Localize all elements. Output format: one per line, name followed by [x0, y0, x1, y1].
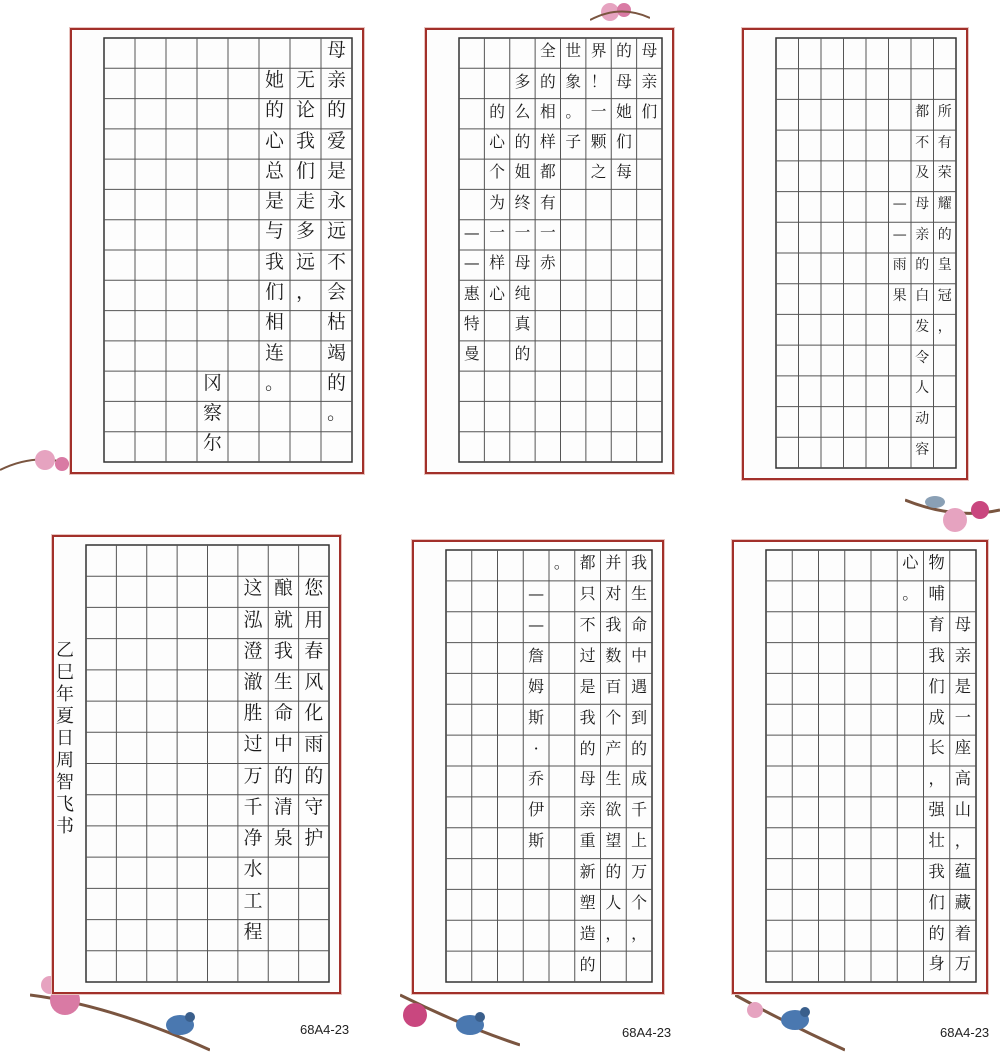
character: 全 — [539, 41, 556, 61]
text-column — [911, 30, 934, 478]
character: 的 — [489, 101, 505, 121]
character: 命 — [274, 703, 293, 725]
character: 果 — [892, 288, 907, 305]
character: 过 — [243, 734, 263, 756]
character: 一 — [590, 101, 607, 121]
character: 所 — [937, 103, 952, 120]
character: 亲 — [327, 70, 346, 92]
character: 我 — [928, 861, 945, 881]
character: 子 — [565, 132, 582, 152]
character: 她 — [265, 70, 284, 92]
character: 命 — [631, 615, 648, 635]
text-column — [549, 542, 575, 992]
character: 曼 — [463, 344, 480, 364]
text-column — [238, 537, 268, 992]
character: 胜 — [243, 703, 263, 725]
character: 不 — [915, 134, 930, 151]
character: 欲 — [605, 800, 622, 820]
character: 人 — [915, 380, 930, 397]
character: — — [528, 615, 545, 635]
character: 护 — [304, 828, 324, 850]
character: 万 — [631, 862, 648, 882]
character: 这 — [243, 578, 263, 600]
character: 尔 — [203, 433, 222, 455]
character: 。 — [265, 372, 284, 394]
character: 的 — [631, 738, 648, 758]
character: 竭 — [327, 342, 346, 364]
character: 一 — [954, 707, 971, 727]
text-column — [259, 30, 290, 472]
character: ， — [937, 318, 952, 335]
character: 一 — [539, 222, 556, 242]
character: 我 — [265, 251, 284, 273]
text-column — [889, 30, 912, 478]
character: 耀 — [937, 195, 952, 212]
character: 程 — [243, 921, 263, 943]
character: 雨 — [304, 734, 324, 756]
character: 的 — [579, 738, 596, 758]
character: ， — [631, 923, 648, 943]
character: 不 — [579, 615, 596, 635]
character: 亲 — [641, 71, 658, 91]
character: 生 — [631, 584, 648, 604]
character: 工 — [243, 890, 263, 912]
character: 就 — [274, 609, 293, 631]
character: 终 — [514, 192, 531, 212]
character: 酿 — [274, 578, 293, 600]
character: 中 — [274, 734, 293, 756]
character: 我 — [296, 130, 315, 152]
character: 荣 — [937, 165, 952, 182]
character: 的 — [539, 71, 556, 91]
signature-char: 夏 — [56, 706, 74, 727]
character: 都 — [915, 103, 930, 120]
character: 的 — [514, 132, 531, 152]
character: 们 — [641, 101, 658, 121]
character: 净 — [243, 828, 263, 850]
character: 您 — [304, 578, 324, 600]
character: 育 — [928, 615, 945, 634]
text-column — [601, 542, 627, 992]
character: 真 — [514, 313, 531, 333]
character: 中 — [631, 646, 648, 666]
character: 山 — [954, 800, 971, 820]
text-column — [299, 537, 329, 992]
flower-ornament-top — [590, 0, 650, 30]
character: 都 — [579, 553, 596, 573]
character: 姆 — [528, 676, 545, 696]
character: 心 — [489, 132, 505, 152]
character: 容 — [915, 441, 930, 458]
character: 的 — [327, 100, 346, 122]
character: 哺 — [928, 584, 945, 604]
signature-seal-text — [50, 640, 80, 838]
character: 样 — [539, 132, 556, 152]
character: 么 — [514, 101, 531, 121]
text-column — [924, 542, 950, 992]
character: 样 — [489, 253, 505, 273]
character: 座 — [954, 738, 971, 758]
calligraphy-sheet-5 — [412, 540, 664, 994]
character: 。 — [902, 584, 919, 604]
character: 相 — [265, 312, 284, 334]
character: 连 — [265, 342, 284, 364]
character: 我 — [274, 640, 293, 662]
character: 我 — [579, 707, 596, 727]
character: 百 — [605, 676, 622, 696]
character: 母 — [954, 615, 971, 634]
character: 是 — [954, 676, 971, 696]
character: 纯 — [514, 283, 531, 303]
character: 多 — [296, 221, 315, 243]
character: 澄 — [243, 640, 263, 662]
text-column — [561, 30, 586, 472]
character: 个 — [631, 892, 648, 912]
character: 并 — [605, 553, 622, 573]
character: 对 — [605, 584, 622, 604]
character: 斯 — [528, 831, 545, 851]
character: 无 — [296, 70, 315, 92]
character: 我 — [631, 553, 648, 573]
character: 有 — [539, 192, 556, 212]
text-column — [321, 30, 352, 472]
character: 姐 — [514, 162, 531, 182]
character: 远 — [327, 221, 346, 243]
character: 母 — [616, 71, 632, 91]
character: 遇 — [631, 676, 648, 696]
character: 伊 — [528, 800, 545, 820]
character: 们 — [265, 282, 284, 304]
character: 一 — [489, 222, 505, 242]
character: — — [528, 584, 545, 604]
text-column — [535, 30, 560, 472]
paper-code-1: 68A4-23 — [300, 1022, 350, 1037]
character: 会 — [327, 282, 346, 304]
character: 们 — [928, 676, 945, 696]
character: 人 — [605, 892, 622, 912]
character: 皇 — [937, 257, 952, 274]
character: 颗 — [590, 132, 607, 152]
character: 个 — [605, 707, 622, 727]
paper-code-3: 68A4-23 — [940, 1025, 990, 1040]
character: 的 — [265, 100, 284, 122]
character: — — [463, 253, 480, 273]
character: 强 — [928, 800, 945, 820]
character: 万 — [954, 954, 971, 974]
signature-char: 巳 — [56, 662, 74, 683]
character: 的 — [605, 862, 622, 882]
character: 的 — [937, 226, 952, 243]
character: 。 — [565, 101, 582, 121]
character: 春 — [304, 640, 324, 662]
character: 我 — [605, 615, 622, 635]
character: — — [892, 195, 907, 212]
character: 清 — [274, 796, 293, 818]
character: 远 — [296, 251, 315, 273]
paper-code-2: 68A4-23 — [622, 1025, 672, 1040]
character: 亲 — [915, 226, 930, 243]
character: 着 — [954, 923, 971, 943]
character: 们 — [616, 132, 632, 152]
calligraphy-sheet-4 — [52, 535, 341, 994]
character: 化 — [304, 703, 324, 725]
character: 象 — [565, 71, 582, 91]
character: 新 — [579, 862, 596, 882]
character: 是 — [327, 160, 346, 182]
character: 冠 — [937, 288, 952, 305]
character: 亲 — [954, 645, 971, 665]
character: 多 — [514, 71, 531, 91]
character: 我 — [928, 645, 945, 665]
character: 不 — [327, 251, 346, 273]
character: 用 — [304, 609, 324, 631]
character: 斯 — [528, 707, 545, 727]
character: 赤 — [539, 253, 556, 273]
character: 之 — [590, 162, 607, 182]
text-column — [637, 30, 662, 472]
character: 蕴 — [954, 861, 971, 881]
character: 有 — [937, 134, 952, 151]
character: 个 — [489, 162, 505, 182]
calligraphy-sheet-3 — [742, 28, 968, 480]
character: 察 — [203, 403, 222, 425]
character: — — [892, 226, 907, 243]
character: 的 — [514, 344, 531, 364]
character: 特 — [463, 313, 480, 333]
flower-ornament-left — [0, 440, 80, 480]
character: 。 — [553, 553, 570, 573]
character: 塑 — [579, 892, 596, 912]
character: 心 — [265, 130, 284, 152]
character: 及 — [915, 165, 930, 182]
character: 母 — [641, 41, 658, 61]
character: 守 — [304, 796, 324, 818]
character: 一 — [514, 222, 531, 242]
character: 论 — [296, 100, 315, 122]
character: 的 — [928, 923, 945, 943]
character: 重 — [579, 831, 596, 851]
character: 物 — [928, 553, 945, 573]
character: 只 — [579, 584, 596, 604]
character: 壮 — [928, 831, 945, 850]
character: 的 — [616, 41, 632, 61]
character: 身 — [928, 954, 945, 974]
signature-char: 乙 — [56, 640, 74, 661]
character: 过 — [579, 646, 596, 666]
character: 惠 — [463, 283, 480, 303]
character: 的 — [579, 954, 596, 974]
character: 都 — [539, 162, 556, 182]
character: 爱 — [327, 130, 346, 152]
character: 动 — [915, 410, 930, 427]
character: 枯 — [327, 312, 346, 334]
bird-flower-ornament-3 — [735, 985, 845, 1055]
character: 成 — [631, 769, 648, 789]
character: 澈 — [243, 672, 263, 694]
signature-char: 书 — [56, 816, 74, 837]
character: ， — [928, 769, 945, 789]
character: 母 — [514, 253, 531, 273]
signature-char: 周 — [56, 750, 74, 771]
character: — — [463, 222, 480, 242]
character: 永 — [327, 191, 346, 213]
character: 水 — [243, 859, 263, 881]
character: 冈 — [203, 372, 222, 394]
character: 们 — [928, 892, 945, 912]
text-column — [626, 542, 652, 992]
character: ， — [605, 923, 622, 943]
character: 母 — [915, 195, 930, 212]
character: 世 — [565, 41, 582, 61]
character: 白 — [915, 288, 930, 305]
character: · — [533, 738, 539, 758]
character: 生 — [274, 672, 293, 694]
signature-char: 智 — [56, 772, 74, 793]
character: 詹 — [528, 646, 545, 666]
character: 母 — [327, 39, 346, 61]
calligraphy-sheet-2 — [425, 28, 674, 474]
text-column — [484, 30, 509, 472]
character: 总 — [265, 160, 284, 182]
character: 千 — [243, 796, 263, 818]
character: 发 — [915, 318, 930, 335]
text-column — [268, 537, 298, 992]
text-column — [934, 30, 957, 478]
character: 心 — [902, 553, 919, 573]
character: 雨 — [892, 257, 907, 274]
character: 的 — [274, 765, 293, 787]
character: 。 — [327, 403, 346, 425]
character: 的 — [327, 372, 346, 394]
character: 是 — [265, 191, 284, 213]
calligraphy-sheet-6 — [732, 540, 988, 994]
character: 造 — [579, 923, 596, 943]
calligraphy-sheet-1 — [70, 28, 364, 474]
text-column — [950, 542, 976, 992]
character: 成 — [928, 707, 945, 727]
signature-char: 飞 — [56, 794, 74, 815]
text-column — [897, 542, 923, 992]
character: 令 — [915, 349, 930, 366]
character: 产 — [605, 738, 622, 758]
character: ！ — [590, 71, 607, 91]
text-column — [459, 30, 484, 472]
character: 生 — [605, 769, 622, 789]
character: 她 — [616, 101, 632, 121]
character: 泉 — [274, 828, 293, 850]
character: ， — [296, 282, 315, 304]
text-column — [510, 30, 535, 472]
character: 是 — [579, 676, 596, 696]
bird-flower-ornament-2 — [400, 985, 520, 1055]
character: 泓 — [243, 609, 263, 631]
text-column — [228, 30, 259, 472]
signature-char: 日 — [56, 728, 74, 749]
character: 到 — [631, 707, 648, 727]
character: 心 — [489, 283, 505, 303]
character: 千 — [631, 800, 648, 820]
text-column — [586, 30, 611, 472]
character: 上 — [631, 831, 648, 851]
character: 望 — [605, 831, 622, 851]
character: 藏 — [954, 892, 971, 912]
character: 亲 — [579, 800, 596, 820]
character: 为 — [489, 192, 505, 212]
character: 高 — [954, 769, 971, 789]
text-column — [290, 30, 321, 472]
character: 与 — [265, 221, 284, 243]
character: 乔 — [528, 769, 545, 789]
character: 的 — [915, 257, 930, 274]
text-column — [197, 30, 228, 472]
text-column — [575, 542, 601, 992]
text-column — [523, 542, 549, 992]
text-column — [611, 30, 636, 472]
character: 相 — [539, 101, 556, 121]
character: 每 — [616, 162, 632, 182]
character: 的 — [304, 765, 324, 787]
character: 母 — [579, 769, 596, 789]
signature-char: 年 — [56, 684, 74, 705]
character: 走 — [296, 191, 315, 213]
character: 风 — [304, 672, 324, 694]
character: 数 — [605, 646, 622, 666]
character: ， — [954, 831, 971, 850]
character: 万 — [243, 765, 263, 787]
character: 长 — [928, 738, 945, 758]
character: 们 — [296, 160, 315, 182]
character: 界 — [590, 41, 607, 61]
